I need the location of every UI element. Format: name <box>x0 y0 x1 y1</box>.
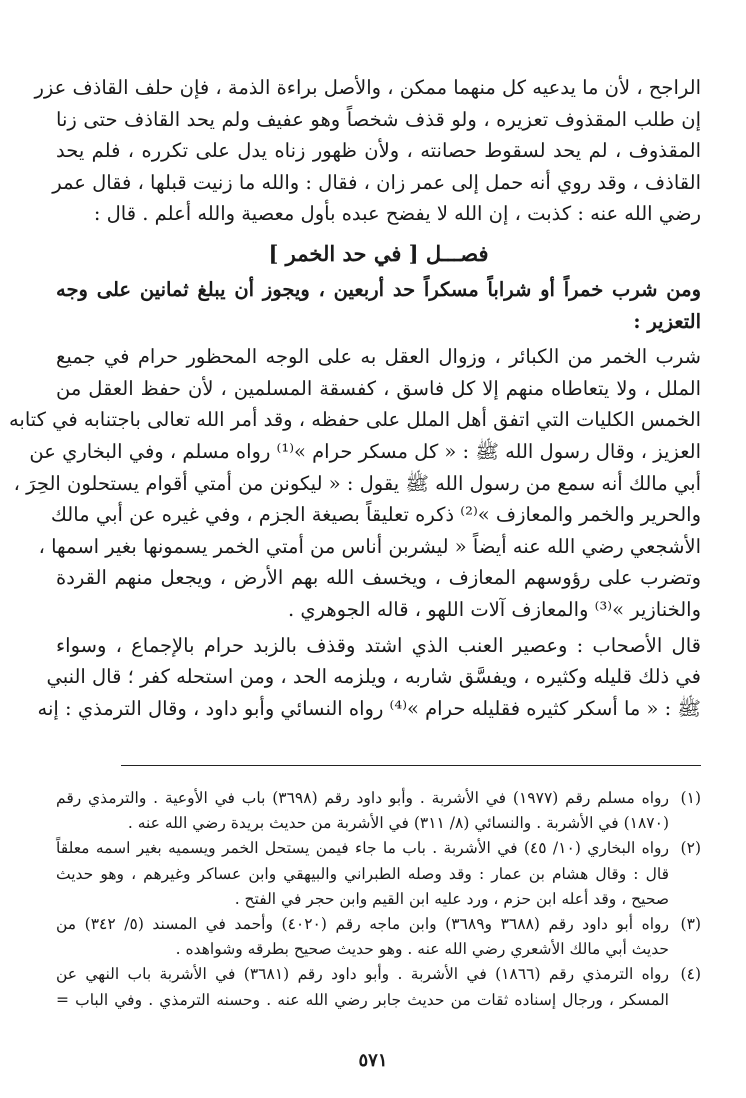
text-line: الراجح ، لأن ما يدعيه كل منهما ممكن ، والأصل براءة الذمة ، فإن حلف القاذف عزر <box>34 76 701 99</box>
text-line: ومن شرب خمراً أو شراباً مسكراً حد أربعين ، ويجوز أن يبلغ ثمانين على وجه <box>56 277 701 301</box>
text-line: ﷺ : « ما أسكر كثيره فقليله حرام »⁽⁴⁾ رواه النسائي وأبو داود ، وقال الترمذي : إنه <box>37 696 701 720</box>
footnote-line: رواه الترمذي رقم (١٨٦٦) في الأشربة . وأبو داود رقم (٣٦٨١) في الأشربة باب النهي عن <box>56 965 669 984</box>
text-line: القاذف ، وقد روي أنه حمل إلى عمر زان ، فقال : والله ما زنيت قبلها ، فقال عمر <box>52 170 701 194</box>
footnote-separator <box>121 765 701 766</box>
text-line: رضي الله عنه : كذبت ، إن الله لا يفضح عبده بأول معصية والله أعلم . قال : <box>93 202 701 226</box>
text-line: إن طلب المقذوف تعزيره ، ولو قذف شخصاً وهو عفيف ولم يحد القاذف حتى زنا <box>56 107 701 131</box>
text-line: الأشجعي رضي الله عنه أيضاً « ليشربن أناس من أمتي الخمر يسمونها بغير اسمها ، <box>38 534 701 558</box>
footnote-line: قال : وقال هشام بن عمار : وقد وصله الطبراني والبيهقي وابن عساكر وغيرهم ، وهو حديث <box>56 864 669 883</box>
footnote <box>56 962 701 1012</box>
footnote-number: (١) <box>680 789 701 807</box>
text-line: الملل ، ولا يتعاطاه منهم إلا كل فاسق ، كفسقة المسلمين ، لأن حفظ العقل من <box>56 376 701 400</box>
footnote-line: المسكر ، ورجال إسناده ثقات من حديث جابر رضي الله عنه . وحسنه الترمذي . وفي الباب = <box>56 990 669 1009</box>
paragraph-1 <box>34 72 701 230</box>
footnote-number: (٤) <box>680 965 701 984</box>
text-line: التعزير : <box>633 309 701 333</box>
footnote-line: حديث أبي مالك الأشعري رضي الله عنه . وهو حديث صحيح بطرقه وشواهده . <box>175 940 669 959</box>
footnote-line: رواه البخاري (١٠/ ٤٥) في الأشربة . باب ما جاء فيمن يستحل الخمر ويسميه بغير اسمه معلقاً <box>56 839 669 858</box>
footnote-line: رواه مسلم رقم (١٩٧٧) في الأشربة . وأبو داود رقم (٣٦٩٨) باب في الأوعية . والترمذي رقم <box>56 789 669 807</box>
footnotes <box>56 786 701 1013</box>
text-line: المقذوف ، لم يحد لسقوط حصانته ، ولأن ظهور زناه يدل على تكرره ، فلم يحد <box>56 139 701 163</box>
footnote-line: صحيح ، وقد أعله ابن حزم ، ورد عليه ابن القيم وابن حجر في الفتح . <box>234 889 669 908</box>
footnote-line: (١٨٧٠) في الأشربة . والنسائي (٨/ ٣١١) في الأشربة من حديث بريدة رضي الله عنه . <box>127 814 669 833</box>
text-line: أبي مالك أنه سمع من رسول الله ﷺ يقول : « ليكونن من أمتي أقوام يستحلون الحِرَ ، <box>13 471 701 495</box>
footnote <box>56 786 701 836</box>
footnote-number: (٢) <box>680 839 701 858</box>
footnote <box>56 836 701 912</box>
main-text <box>8 72 701 724</box>
text-line: العزيز ، وقال رسول الله ﷺ : « كل مسكر حرام »⁽¹⁾ رواه مسلم ، وفي البخاري عن <box>29 439 701 463</box>
text-line: الخمس الكليات التي اتفق أهل الملل على حفظه ، وقد أمر الله تعالى باجتنابه في كتابه <box>8 408 701 432</box>
matn-text <box>56 274 701 337</box>
text-line: والحرير والخمر والمعازف »⁽²⁾ ذكره تعليقاً بصيغة الجزم ، وفي غيره عن أبي مالك <box>50 503 701 527</box>
text-line: في ذلك قليله وكثيره ، ويفسَّق شاربه ، ويلزمه الحد ، ومن استحله كفر ؛ قال النبي <box>46 665 701 689</box>
page-number: ٥٧١ <box>358 1050 388 1071</box>
text-line: شرب الخمر من الكبائر ، وزوال العقل به على الوجه المحظور حرام في جميع <box>56 345 701 369</box>
text-line: وتضرب على رؤوسهم المعازف ، ويخسف الله بهم الأرض ، ويجعل منهم القردة <box>56 566 701 590</box>
footnote-number: (٣) <box>680 914 701 933</box>
paragraph-2 <box>8 341 701 625</box>
section-heading: فصـــل [ في حد الخمر ] <box>268 240 489 266</box>
paragraph-3 <box>37 630 701 725</box>
footnote <box>56 912 701 962</box>
text-line: والخنازير »⁽³⁾ والمعازف آلات اللهو ، قاله الجوهري . <box>287 597 701 621</box>
text-line: قال الأصحاب : وعصير العنب الذي اشتد وقذف بالزبد حرام بالإجماع ، وسواء <box>56 633 701 657</box>
footnote-line: رواه أبو داود رقم (٣٦٨٨ و٣٦٨٩) وابن ماجه رقم (٤٠٢٠) وأحمد في المسند (٥/ ٣٤٢) من <box>56 914 670 933</box>
